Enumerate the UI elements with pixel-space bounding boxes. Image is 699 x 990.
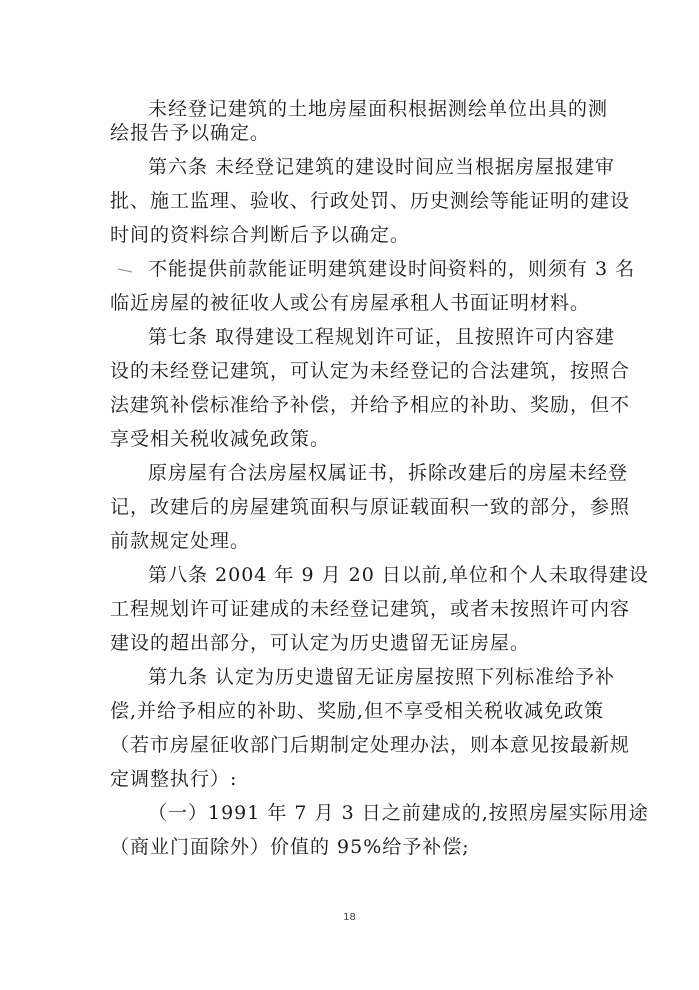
article-8-line-2: 工程规划许可证建成的未经登记建筑，或者未按照许可内容 <box>110 598 631 620</box>
article-7-line-2: 设的未经登记建筑，可认定为未经登记的合法建筑，按照合 <box>110 360 631 382</box>
paragraph-3-line-2: 临近房屋的被征收人或公有房屋承租人书面证明材料。 <box>110 292 591 314</box>
article-7-line-1: 第七条 取得建设工程规划许可证，且按照许可内容建 <box>148 326 616 348</box>
paragraph-1-line-2: 绘报告予以确定。 <box>110 122 271 144</box>
article-9-line-4: 定调整执行）: <box>110 768 238 790</box>
article-9-line-2: 偿,并给予相应的补助、奖励,但不享受相关税收减免政策 <box>110 700 605 722</box>
paragraph-3-line-1: 不能提供前款能证明建筑建设时间资料的，则须有 3 名 <box>148 258 636 280</box>
article-8-line-1: 第八条 2004 年 9 月 20 日以前,单位和个人未取得建设 <box>148 564 649 586</box>
article-6-line-2: 批、施工监理、验收、行政处罚、历史测绘等能证明的建设 <box>110 190 631 212</box>
article-9-line-1: 第九条 认定为历史遗留无证房屋按照下列标准给予补 <box>148 666 616 688</box>
item-1-line-1: （一）1991 年 7 月 3 日之前建成的,按照房屋实际用途 <box>148 802 649 824</box>
article-7-line-4: 享受相关税收减免政策。 <box>110 428 331 450</box>
article-6-line-3: 时间的资料综合判断后予以确定。 <box>110 224 411 246</box>
article-7-line-3: 法建筑补偿标准给予补偿，并给予相应的补助、奖励，但不 <box>110 394 631 416</box>
paragraph-5-line-1: 原房屋有合法房屋权属证书，拆除改建后的房屋未经登 <box>148 462 629 484</box>
paragraph-1-line-1: 未经登记建筑的土地房屋面积根据测绘单位出具的测 <box>148 98 609 120</box>
paragraph-5-line-2: 记，改建后的房屋建筑面积与原证载面积一致的部分，参照 <box>110 496 631 518</box>
document-body <box>110 97 649 859</box>
article-6-line-1: 第六条 未经登记建筑的建设时间应当根据房屋报建审 <box>148 156 616 178</box>
article-9-line-3: （若市房屋征收部门后期制定处理办法，则本意见按最新规 <box>110 734 631 756</box>
item-1-line-2: （商业门面除外）价值的 95%给予补偿; <box>110 836 470 858</box>
article-8-line-3: 建设的超出部分，可认定为历史遗留无证房屋。 <box>110 632 531 654</box>
paragraph-5-line-3: 前款规定处理。 <box>110 530 251 552</box>
page-number: 18 <box>343 912 356 923</box>
